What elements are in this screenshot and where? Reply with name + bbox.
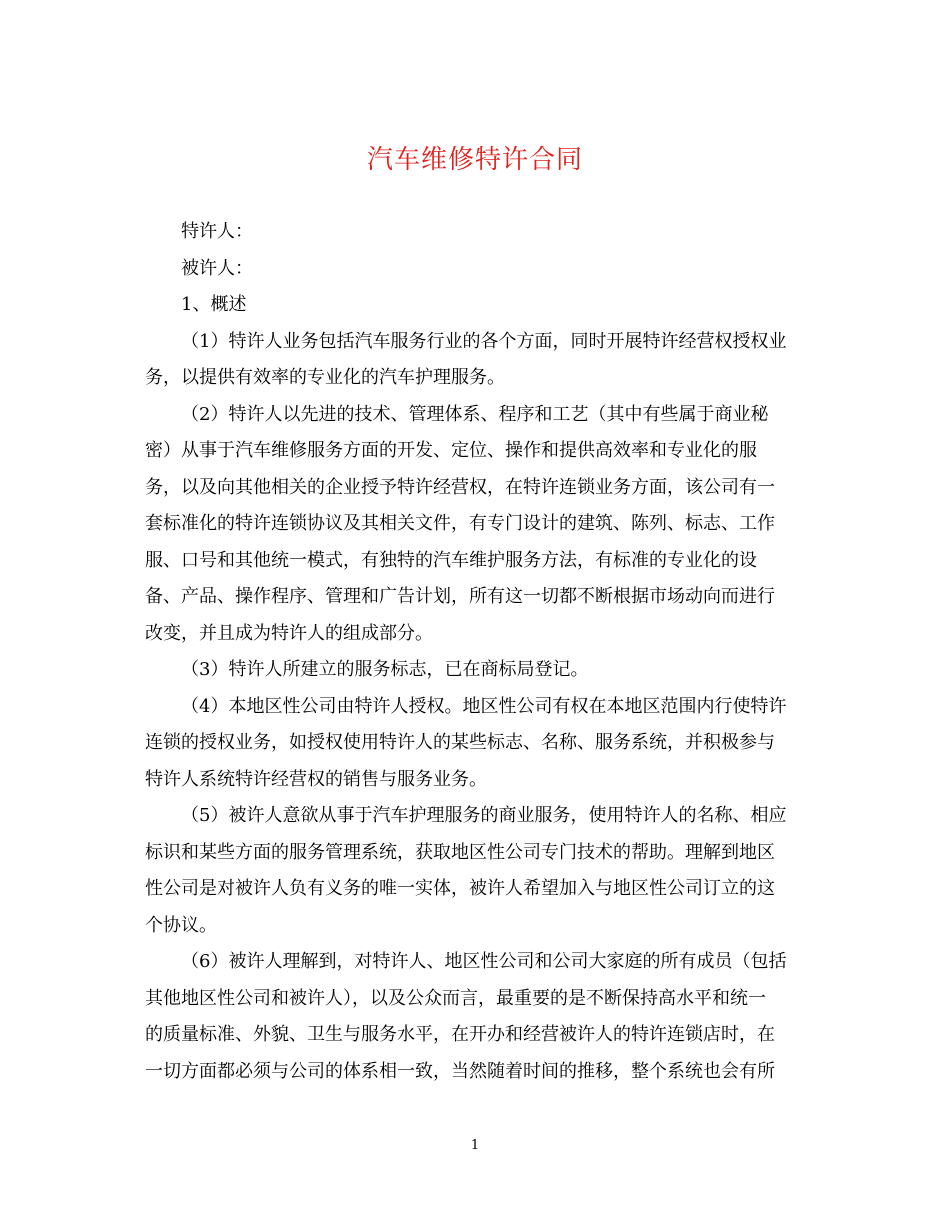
document-body [145,214,807,1090]
paragraph-line: 其他地区性公司和被许人），以及公众而言，最重要的是不断保持高水平和统一 [145,987,766,1009]
paragraph-line: 性公司是对被许人负有义务的唯一实体，被许人希望加入与地区性公司订立的这 [145,878,775,899]
paragraph-line: （1）特许人业务包括汽车服务行业的各个方面，同时开展特许经营权授权业 [181,330,787,352]
paragraph-line: （5）被许人意欲从事于汽车护理服务的商业服务，使用特许人的名称、相应 [181,805,787,826]
paragraph-line: 特许人系统特许经营权的销售与服务业务。 [145,768,487,790]
paragraph-line: 标识和某些方面的服务管理系统，获取地区性公司专门技术的帮助。理解到地区 [145,841,775,863]
paragraph-line: （6）被许人理解到，对特许人、地区性公司和公司大家庭的所有成员（包括 [181,951,787,972]
paragraph-line: 个协议。 [145,914,217,936]
paragraph-line: 务，以及向其他相关的企业授予特许经营权，在特许连锁业务方面，该公司有一 [145,476,775,498]
paragraph-line: 的质量标准、外貌、卫生与服务水平，在开办和经营被许人的特许连锁店时，在 [145,1024,775,1045]
paragraph-line: 服、口号和其他统一模式，有独特的汽车维护服务方法，有标准的专业化的设 [145,549,757,571]
paragraph-line: 一切方面都必须与公司的体系相一致，当然随着时间的推移，整个系统也会有所 [145,1060,775,1082]
section-heading: 1、概述 [181,294,247,315]
paragraph-line: 连锁的授权业务，如授权使用特许人的某些标志、名称、服务系统，并积极参与 [145,732,775,753]
licensor-line: 特许人： [181,221,253,242]
paragraph-line: （4）本地区性公司由特许人授权。地区性公司有权在本地区范围内行使特许 [181,695,787,717]
licensee-line: 被许人： [181,257,253,279]
paragraph-line: 套标准化的特许连锁协议及其相关文件，有专门设计的建筑、陈列、标志、工作 [145,513,775,534]
paragraph-line: 密）从事于汽车维修服务方面的开发、定位、操作和提供高效率和专业化的服 [145,440,757,461]
paragraph-line: （2）特许人以先进的技术、管理体系、程序和工艺（其中有些属于商业秘 [181,403,769,425]
paragraph-line: （3）特许人所建立的服务标志，已在商标局登记。 [181,659,589,680]
paragraph-line: 改变，并且成为特许人的组成部分。 [145,622,433,644]
page-number: 1 [470,1138,480,1153]
paragraph-line: 务，以提供有效率的专业化的汽车护理服务。 [145,367,505,388]
document-title: 汽车维修特许合同 [366,145,583,175]
paragraph-line: 备、产品、操作程序、管理和广告计划，所有这一切都不断根据市场动向而进行 [145,586,775,607]
